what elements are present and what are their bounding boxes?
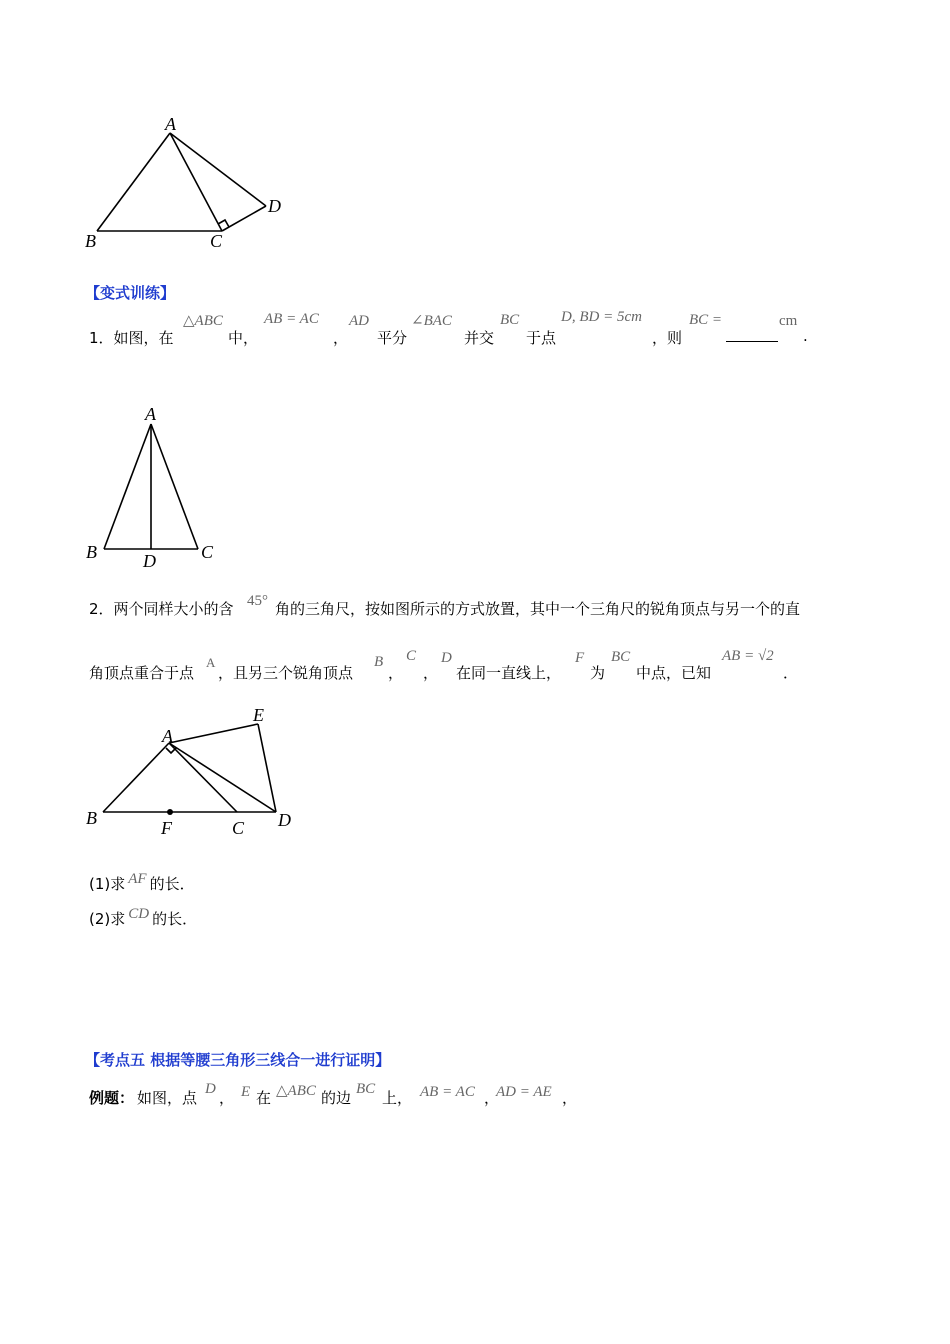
q2-line1-a: 2．两个同样大小的含: [89, 600, 234, 618]
label-b: B: [86, 808, 97, 828]
q1-ze: ，则: [652, 329, 683, 347]
q1-answer-blank[interactable]: [726, 327, 778, 342]
q1-yudian: 于点: [526, 329, 557, 347]
q2-comma-2: ，: [423, 664, 439, 682]
q2-line2-a: 角顶点重合于点: [89, 664, 195, 682]
label-b: B: [86, 542, 97, 562]
label-f: F: [161, 818, 172, 838]
q1-unit-cm: cm: [779, 313, 798, 329]
example-zai: 在: [256, 1089, 272, 1107]
label-d: D: [143, 551, 156, 571]
q2-line1-b: 角的三角尺，按如图所示的方式放置，其中一个三角尺的锐角顶点与另一个的直: [275, 600, 801, 618]
q2-line2-c: 在同一直线上，: [456, 664, 562, 682]
q2-line2-d: 中点，已知: [636, 664, 712, 682]
q2-comma-1: ，: [388, 664, 404, 682]
example-bc: BC: [356, 1081, 376, 1097]
label-d: D: [268, 196, 281, 216]
figure-3: [80, 700, 310, 845]
segment-ac: [169, 743, 237, 812]
q1-d-bd-5cm: D, BD = 5cm: [561, 309, 642, 325]
q2-ab-eq-sqrt2: AB = √2: [722, 648, 774, 664]
q1-triangle: △ABC: [183, 313, 223, 329]
q2-sub-question-2: (2)求 CD 的长．: [89, 906, 198, 928]
q1-number: 1．如图，在: [89, 329, 174, 347]
label-a: A: [145, 404, 156, 424]
example-point-e: E: [241, 1084, 251, 1100]
label-c: C: [201, 542, 214, 562]
segment-ac: [170, 133, 222, 231]
example-shang: 上，: [382, 1089, 413, 1107]
label-e: E: [253, 705, 264, 725]
q1-period: .: [803, 327, 808, 345]
q2-point-a: A: [206, 655, 216, 670]
example-comma-end: ，: [562, 1089, 578, 1107]
midpoint-f-dot: [167, 809, 173, 815]
label-c: C: [232, 818, 245, 838]
q1-angle-bac: ∠BAC: [411, 313, 452, 329]
q1-ad: AD: [349, 313, 369, 329]
q2-point-f: F: [575, 650, 585, 666]
segment-cd: [222, 206, 266, 231]
q1-bc-eq: BC =: [689, 312, 723, 328]
example-comma-2: ，: [484, 1089, 500, 1107]
segment-ad: [169, 743, 276, 812]
example-debian: 的边: [321, 1089, 352, 1107]
right-angle-mark: [166, 748, 176, 753]
q2-point-b: B: [374, 654, 384, 670]
segment-ab: [103, 743, 169, 812]
example-ab-eq-ac: AB = AC: [420, 1084, 475, 1100]
q2-bc: BC: [611, 649, 631, 665]
q2-wei: 为: [590, 664, 606, 682]
q2-point-d: D: [441, 650, 452, 666]
q1-ab-eq-ac: AB = AC: [264, 311, 319, 327]
example-label: 例题：: [89, 1089, 135, 1107]
q2-af: AF: [128, 871, 147, 887]
q2-line2-b: ，且另三个锐角顶点: [218, 664, 354, 682]
q1-bc: BC: [500, 312, 520, 328]
q1-zhong: 中，: [228, 329, 259, 347]
segment-ed: [258, 724, 276, 812]
example-text-1: 如图，点: [137, 1089, 198, 1107]
label-d: D: [278, 810, 291, 830]
section-heading-variant-training: 【变式训练】: [85, 284, 176, 302]
label-a: A: [162, 726, 173, 746]
segment-ab: [104, 424, 151, 549]
q2-period: ．: [783, 664, 799, 682]
figure-2: [80, 400, 230, 575]
segment-ae: [169, 724, 258, 743]
q2-sub-question-1: (1)求 AF 的长．: [89, 871, 195, 893]
q1-comma: ，: [333, 329, 349, 347]
q2-cd: CD: [128, 906, 150, 922]
example-triangle: △ABC: [276, 1083, 316, 1099]
example-point-d: D: [205, 1081, 216, 1097]
label-a: A: [165, 114, 176, 134]
label-c: C: [210, 231, 223, 251]
example-ad-eq-ae: AD = AE: [496, 1084, 552, 1100]
q1-pingfen: 平分: [377, 329, 408, 347]
segment-ad: [170, 133, 266, 206]
label-b: B: [85, 231, 96, 251]
q2-point-c: C: [406, 648, 417, 664]
q1-bingjiao: 并交: [464, 329, 495, 347]
section-heading-key-point-5: 【考点五 根据等腰三角形三线合一进行证明】: [85, 1051, 391, 1069]
figure-1: [80, 108, 300, 258]
segment-ab: [97, 133, 170, 231]
example-comma-1: ，: [219, 1089, 235, 1107]
segment-ac: [151, 424, 198, 549]
q2-45-degree: 45°: [247, 593, 268, 609]
